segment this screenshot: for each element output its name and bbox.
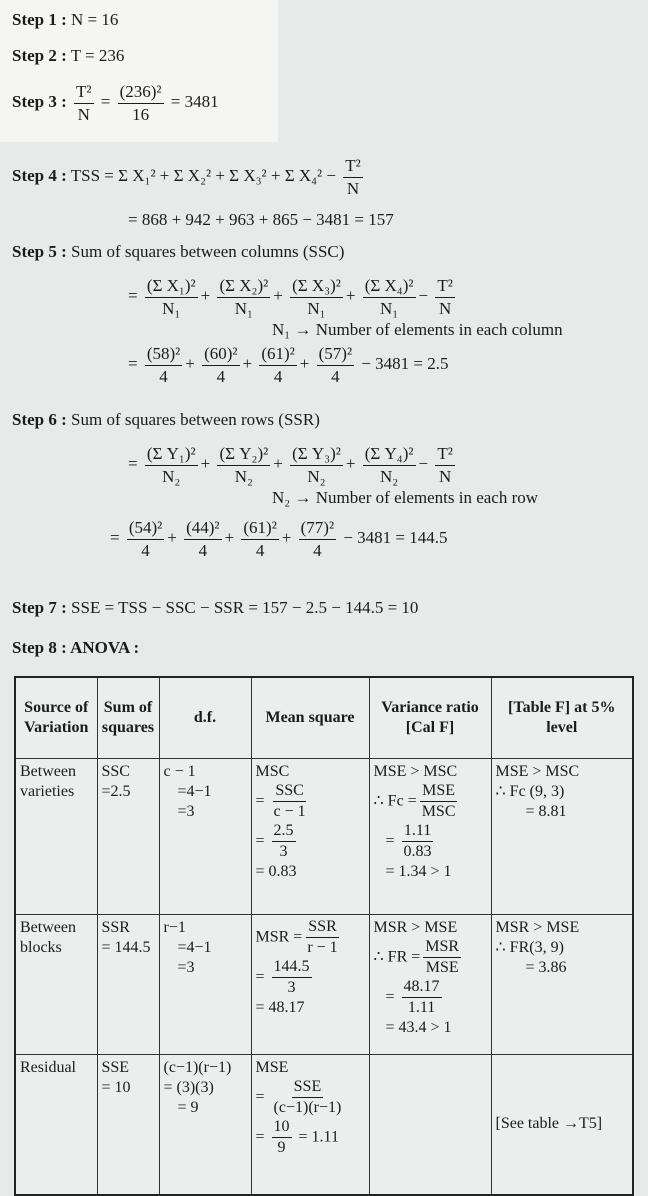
step-3-label: Step 3 : — [12, 91, 67, 111]
table-header-row — [15, 677, 633, 759]
step-5-label: Step 5 : — [12, 242, 67, 261]
cell-variance-ratio: MSR > MSE ∴ FR = $\frac{\text{MSR}}{\text{MSE}}$ = $\frac{48.17}{1.11}$ = 43.4 > 1 — [369, 915, 491, 1055]
cell-ss: SSR = 144.5 — [97, 915, 159, 1055]
step-5 — [12, 242, 344, 262]
header-variance-ratio: Variance ratio [Cal F] — [369, 677, 491, 759]
step-3: Step 3 : $\frac{\text{T²}}{N}$ = $\frac{\text{(236)²}}{16}$ = 3481 — [12, 82, 219, 124]
table-row — [15, 915, 633, 1055]
step-4-fraction: $\frac{\text{T²}}{N}$ — [345, 156, 361, 198]
step-4-formula: TSS = Σ X₁² + Σ X₂² + Σ X₃² + Σ X₄² − — [70, 165, 336, 185]
cell-variance-ratio-empty — [369, 1055, 491, 1195]
cell-table-f: MSE > MSC ∴ Fc (9, 3) = 8.81 — [491, 759, 633, 915]
cell-ss: SSC =2.5 — [97, 759, 159, 915]
step-3-lhs-fraction: $\frac{\text{T²}}{N}$ — [76, 82, 92, 124]
cell-variance-ratio: MSE > MSC ∴ Fc = $\frac{\text{MSE}}{\text{MSC}}$ = $\frac{1.11}{0.83}$ = 1.34 > 1 — [369, 759, 491, 915]
anova-table — [14, 676, 634, 1196]
step-4-label: Step 4 : — [12, 165, 67, 185]
step-2 — [12, 46, 124, 66]
step-5-note: N₁ → Number of elements in each column — [272, 320, 563, 339]
table-row — [15, 759, 633, 915]
step-6-title: Sum of squares between rows (SSR) — [71, 410, 320, 429]
step-5-formula: = $\frac{\text{(Σ X₁)²}}{\text{N₁}}$ + $\frac{\text{(Σ X₂)²}}{\text{N₁}}$ + $\frac{\text{(Σ X₃)²}}{\text{N₁}}$ + $\frac{\text{(Σ X₄)²}}{\text{N₁}}$ − $\frac{\text{T²}}{N}$ — [128, 276, 453, 318]
step-7-text: SSE = TSS − SSC − SSR = 157 − 2.5 − 144.5 = 10 — [71, 598, 419, 617]
step-6 — [12, 410, 320, 430]
step-1-label: Step 1 : — [12, 10, 67, 29]
step-5-title: Sum of squares between columns (SSC) — [71, 242, 345, 261]
header-sum-of-squares: Sum of squares — [97, 677, 159, 759]
step-6-label: Step 6 : — [12, 410, 67, 429]
step-4-calc: = 868 + 942 + 963 + 865 − 3481 = 157 — [128, 210, 394, 229]
cell-mean-square: MSE = $\frac{\text{SSE}}{(c-1)(r-1)}$ = $\frac{10}{9}$ = 1.11 — [251, 1055, 369, 1195]
step-2-label: Step 2 : — [12, 46, 67, 65]
step-1 — [12, 10, 118, 30]
step-3-rhs-fraction: $\frac{\text{(236)²}}{16}$ — [119, 82, 162, 124]
step-6-formula: = $\frac{\text{(Σ Y₁)²}}{\text{N₂}}$ + $\frac{\text{(Σ Y₂)²}}{\text{N₂}}$ + $\frac{\text{(Σ Y₃)²}}{\text{N₂}}$ + $\frac{\text{(Σ Y₄)²}}{\text{N₂}}$ − $\frac{\text{T²}}{N}$ — [128, 444, 453, 486]
step-8-text: ANOVA : — [70, 638, 140, 657]
cell-source: Residual — [15, 1055, 97, 1195]
cell-table-f: MSR > MSE ∴ FR(3, 9) = 3.86 — [491, 915, 633, 1055]
step-8 — [12, 638, 139, 658]
step-2-text: T = 236 — [70, 46, 125, 65]
table-row — [15, 1055, 633, 1195]
header-df: d.f. — [159, 677, 251, 759]
header-table-f: [Table F] at 5% level — [491, 677, 633, 759]
step-8-label: Step 8 : — [12, 638, 67, 657]
step-6-values: = $\frac{\text{(54)²}}{4}$ + $\frac{\text{(44)²}}{4}$ + $\frac{\text{(61)²}}{4}$ + $\frac{\text{(77)²}}{4}$ − 3481 = 144.5 — [110, 518, 448, 560]
header-mean-square: Mean square — [251, 677, 369, 759]
cell-df: r−1 =4−1 =3 — [159, 915, 251, 1055]
cell-df: (c−1)(r−1) = (3)(3) = 9 — [159, 1055, 251, 1195]
step-4 — [12, 156, 366, 198]
step-7-label: Step 7 : — [12, 598, 67, 617]
step-3-result: = 3481 — [170, 91, 219, 111]
header-source: Source of Variation — [15, 677, 97, 759]
cell-source: Between varieties — [15, 759, 97, 915]
step-7 — [12, 598, 418, 618]
cell-source: Between blocks — [15, 915, 97, 1055]
cell-table-f-see: [See table →T5] — [491, 1055, 633, 1195]
cell-mean-square: MSC = $\frac{\text{SSC}}{c - 1}$ = $\frac{2.5}{3}$ = 0.83 — [251, 759, 369, 915]
cell-mean-square: MSR = $\frac{\text{SSR}}{r - 1}$ = $\frac{144.5}{3}$ = 48.17 — [251, 915, 369, 1055]
cell-ss: SSE = 10 — [97, 1055, 159, 1195]
step-5-values: = $\frac{\text{(58)²}}{4}$ + $\frac{\text{(60)²}}{4}$ + $\frac{\text{(61)²}}{4}$ + $\frac{\text{(57)²}}{4}$ − 3481 = 2.5 — [128, 344, 449, 386]
step-1-text: N = 16 — [71, 10, 119, 29]
cell-df: c − 1 =4−1 =3 — [159, 759, 251, 915]
step-6-note: N₂ → Number of elements in each row — [272, 488, 539, 507]
